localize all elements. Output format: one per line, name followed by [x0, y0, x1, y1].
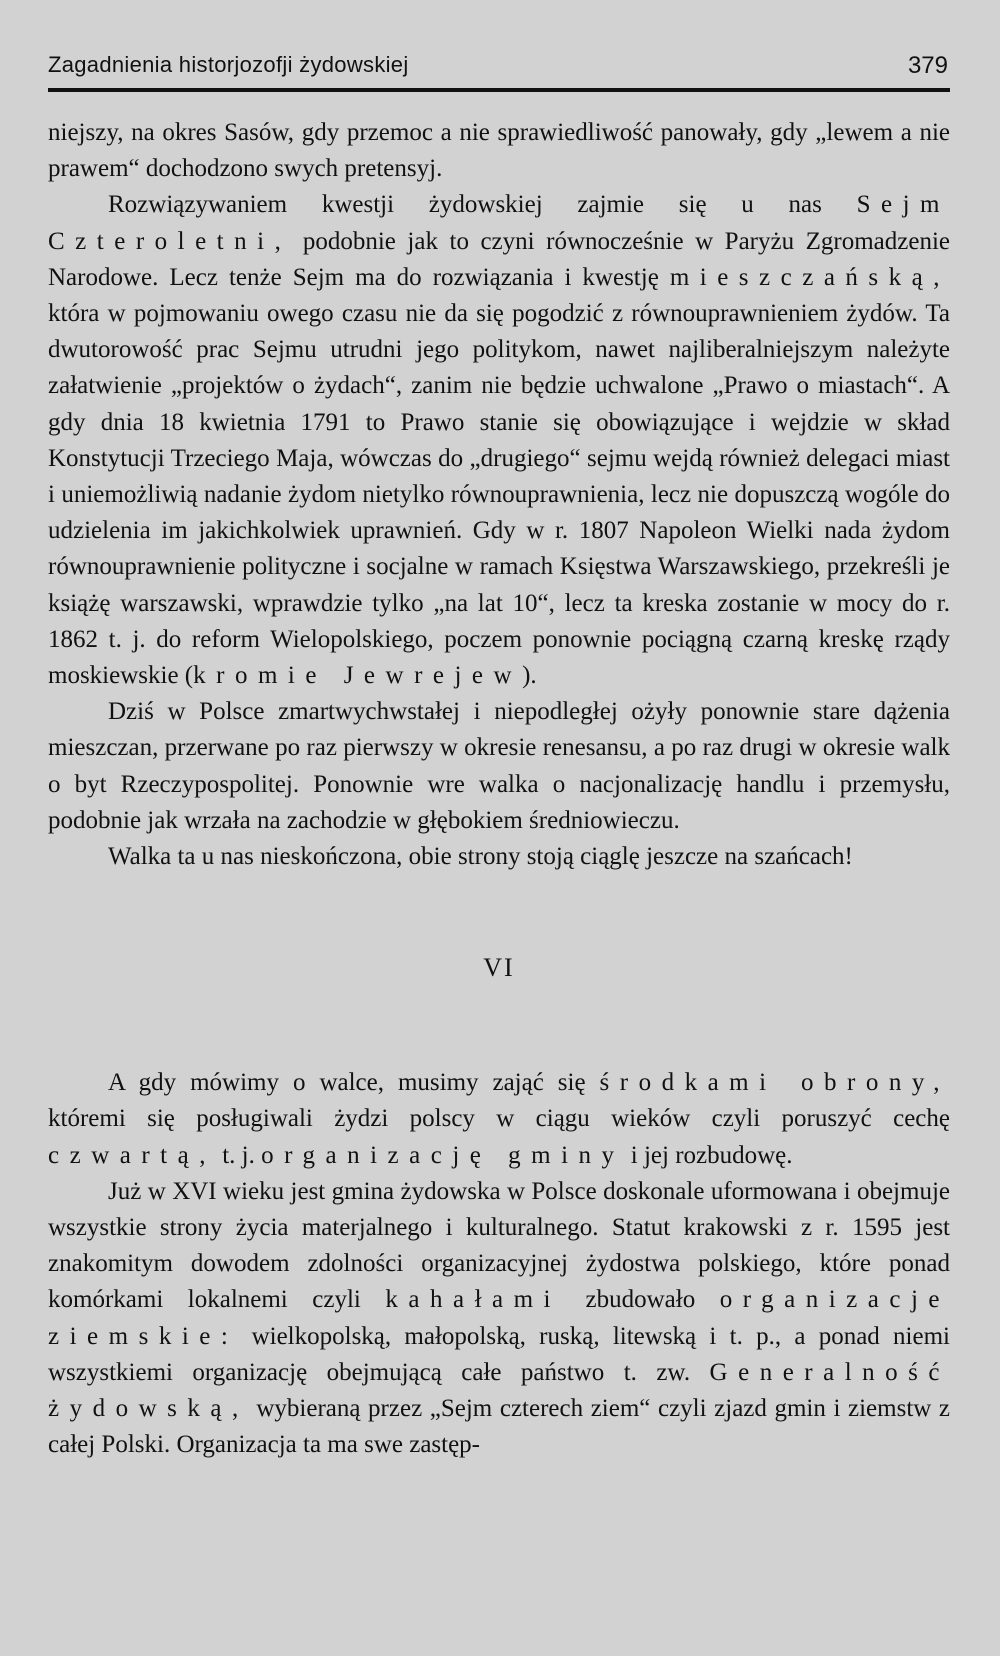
text-run: Rozwiązywaniem kwestji żydowskiej zajmie się u nas	[108, 191, 822, 219]
text-run: która w pojmowaniu owego czasu nie da się pogodzić z równouprawnieniem żydów. Ta dwutorowość prac Sejmu utrudni jego politykom, nawet najliberalniejszym należyte załatwienie „projektów o żydach“, zanim nie będzie uchwalone „Prawo o miastach“. A gdy dnia 18 kwietnia 1791 to Prawo stanie się obowiązujące i wejdzie w skład Konstytucji Trzeciego Maja, wówczas do „drugiego“ sejmu wejdą również delegaci miast i uniemożliwią nadanie żydom nietylko równouprawnienia, lecz nie dopuszczą wogóle do udzielenia im jakichkolwiek uprawnień. Gdy w r. 1807 Napoleon Wielki nada żydom równouprawnienie polityczne i socjalne w ramach Księstwa Warszawskiego, przekreśli je książę warszawski, wprawdzie tylko „na lat 10“, lecz ta kreska zostanie w mocy do r. 1862 t. j. do reform Wielopolskiego, poczem ponownie pociągną czarną kreskę rządy moskiewskie (	[48, 300, 950, 690]
text-run: któremi się posługiwali żydzi polscy w ciągu wieków czyli poruszyć cechę	[48, 1105, 950, 1133]
page-number: 379	[907, 52, 948, 79]
body-text	[48, 115, 950, 1464]
text-run: Już w XVI wieku jest gmina żydowska w Polsce doskonale uformowana i obejmuje wszystkie strony życia materjalnego i kulturalnego. Statut krakowski z r. 1595 jest znakomitym dowodem zdolności organizacyjnej żydostwa polskiego, które ponad komórkami lokalnemi czyli	[48, 1177, 950, 1314]
spaced-emphasis: kahałami	[385, 1286, 562, 1314]
text-run: t. j.	[222, 1141, 255, 1169]
paragraph-5	[48, 1065, 950, 1174]
paragraph-4: Walka ta u nas nieskończona, obie strony stoją ciąglę jeszcze na szańcach!	[108, 843, 853, 871]
running-title: Zagadnienia historjozofji żydowskiej	[48, 52, 409, 77]
text-run: zbudowało	[585, 1286, 696, 1314]
text-run: wielkopolską, małopolską, ruską, litewską i t. p., a ponad niemi wszystkiemi organizację obejmującą całe państwo t. zw.	[48, 1322, 950, 1386]
text-run: ).	[522, 662, 537, 690]
text-run: podobnie jak to czyni równocześnie w Paryżu Zgromadzenie Narodowe. Lecz tenże Sejm ma do rozwiązania i kwestję	[48, 227, 950, 291]
spaced-emphasis: Sejm Czteroletni,	[48, 191, 950, 255]
paragraph-2	[48, 187, 950, 694]
spaced-emphasis: mieszczańską,	[669, 263, 950, 291]
section-heading: VI	[483, 953, 515, 983]
paragraph-3: Dziś w Polsce zmartwychwstałej i niepodległej ożyły ponownie stare dążenia mieszczan, przerwane po raz pierwszy w okresie renesansu, a po raz drugi w okresie walk o byt Rzeczypospolitej. Ponownie wre walka o nacjonalizację handlu i przemysłu, podobnie jak wrzała na zachodzie w głębokiem średniowieczu.	[48, 698, 950, 834]
spaced-emphasis: kromie Jewrejew	[193, 662, 523, 690]
paragraph-1: niejszy, na okres Sasów, gdy przemoc a nie sprawiedliwość panowały, gdy „lewem a nie prawem“ dochodzono swych pretensyj.	[48, 119, 950, 183]
text-run: i jej rozbudowę.	[630, 1141, 793, 1169]
spaced-emphasis: organizację gminy	[261, 1141, 625, 1169]
spaced-emphasis: organizacje ziemskie:	[48, 1286, 950, 1350]
spaced-emphasis: Generalność żydowską,	[48, 1358, 950, 1423]
text-run: A gdy mówimy o walce, musimy zająć się	[108, 1069, 586, 1097]
spaced-emphasis: czwartą,	[48, 1141, 216, 1169]
spaced-emphasis: środkami obrony,	[599, 1069, 950, 1097]
page-header	[48, 48, 950, 92]
text-run: wybieraną przez „Sejm czterech ziem“ czyli zjazd gmin i ziemstw z całej Polski. Organizacja ta ma swe zastęp-	[48, 1395, 951, 1459]
paragraph-6	[48, 1174, 950, 1464]
